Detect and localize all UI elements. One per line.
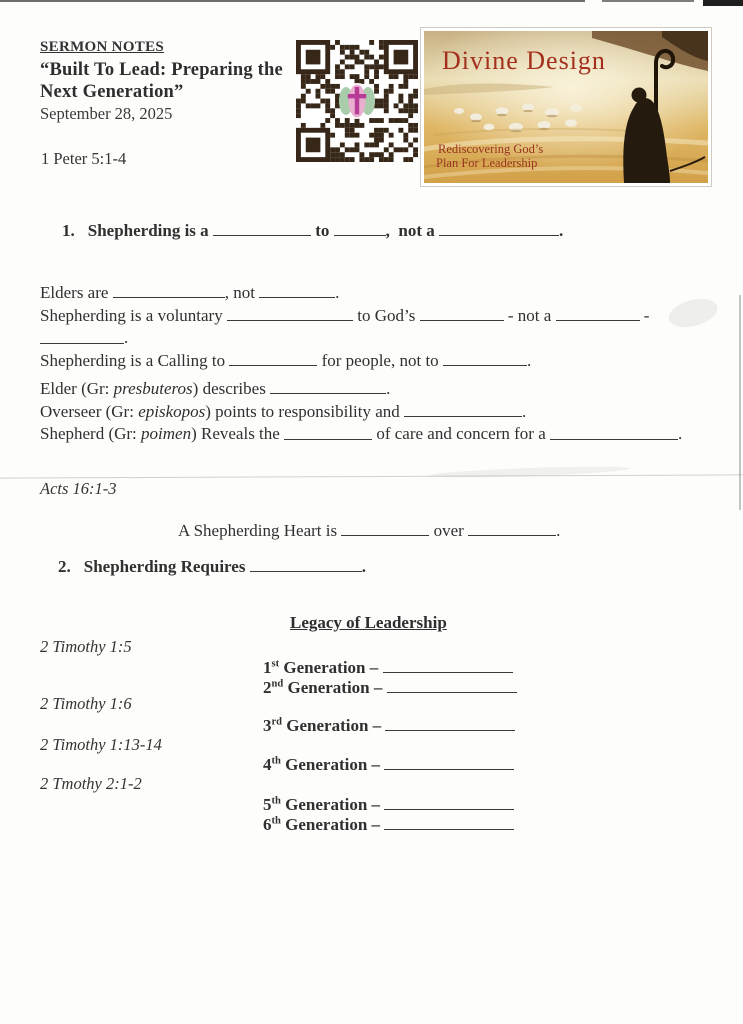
fill-in-blank xyxy=(341,519,429,536)
fill-in-blank xyxy=(384,753,514,770)
text-segment: - not a xyxy=(503,305,556,325)
text-segment: 3 xyxy=(263,716,272,736)
text-segment: Shepherding Requires xyxy=(83,557,250,577)
acts-scripture-ref: Acts 16:1-3 xyxy=(40,479,117,498)
text-segment: 1 xyxy=(263,658,272,678)
fill-in-blank xyxy=(439,219,559,236)
sermon-title-line1: “Built To Lead: Preparing the xyxy=(40,60,283,80)
generation-row-3 xyxy=(263,714,515,737)
legacy-of-leadership-title: Legacy of Leadership xyxy=(290,613,447,632)
text-segment: A Shepherding Heart is xyxy=(178,521,342,541)
text-segment: . xyxy=(361,557,366,577)
elder-greek-line xyxy=(40,377,682,400)
divine-design-banner xyxy=(420,27,712,187)
voluntary-continuation-line xyxy=(40,326,649,349)
banner-subtitle-line2: Plan For Leadership xyxy=(436,156,538,170)
text-segment: Generation – xyxy=(280,755,385,775)
text-segment: . xyxy=(526,351,532,371)
text-segment: Generation – xyxy=(283,678,387,698)
fill-in-blank xyxy=(556,304,640,321)
greek-term: presbuteros xyxy=(113,379,193,399)
ordinal-suffix: nd xyxy=(271,678,284,690)
point-1-text xyxy=(88,221,563,240)
scripture-ref-2tim-1-6: 2 Timothy 1:6 xyxy=(40,694,132,713)
fill-in-blank xyxy=(250,555,362,572)
text-segment: 5 xyxy=(263,795,272,815)
sermon-title-line2: Next Generation” xyxy=(40,81,184,102)
elders-line xyxy=(40,281,649,304)
text-segment: , not a xyxy=(385,221,439,241)
greek-term: episkopos xyxy=(138,401,206,421)
ordinal-suffix: st xyxy=(271,658,280,670)
text-segment: Shepherd (Gr: xyxy=(40,424,142,444)
banner-subtitle-line1: Rediscovering God’s xyxy=(438,142,544,156)
greek-term: poimen xyxy=(141,424,192,444)
text-segment: for people, not to xyxy=(317,351,443,371)
fill-in-blank xyxy=(227,304,353,321)
point-2-line xyxy=(58,555,366,578)
generation-row-6 xyxy=(263,813,514,836)
text-segment: . xyxy=(335,283,340,303)
text-segment: Generation – xyxy=(279,658,383,678)
text-segment: Generation – xyxy=(282,716,386,736)
text-segment: Shepherding is a Calling to xyxy=(40,351,230,371)
text-segment: Elder (Gr: xyxy=(40,379,114,399)
text-segment: Elders are xyxy=(40,283,113,303)
text-segment: Shepherding is a voluntary xyxy=(40,305,227,325)
shepherd-painting xyxy=(424,31,708,183)
ordinal-suffix: rd xyxy=(271,716,283,728)
text-segment: over xyxy=(429,521,469,541)
generation-row-2 xyxy=(263,676,517,699)
text-segment: . xyxy=(678,424,683,444)
text-segment: Overseer (Gr: xyxy=(40,401,139,421)
fill-in-blank xyxy=(385,714,515,731)
fill-in-blank xyxy=(229,349,317,366)
scripture-ref-2tim-1-13-14: 2 Timothy 1:13-14 xyxy=(40,735,162,754)
point-1-number: 1. xyxy=(62,221,75,241)
fill-in-blank xyxy=(284,422,372,439)
ordinal-suffix: th xyxy=(271,755,281,767)
elders-paragraph xyxy=(40,281,649,372)
text-segment: of care and concern for a xyxy=(372,424,550,444)
scan-edge-artifact xyxy=(602,0,694,2)
text-segment: ) Reveals the xyxy=(191,424,285,444)
ordinal-suffix: th xyxy=(271,795,281,807)
text-segment: . xyxy=(386,379,391,399)
shepherding-heart-line xyxy=(178,519,560,542)
text-segment: - xyxy=(639,305,650,325)
sermon-title xyxy=(40,60,283,103)
shepherd-head xyxy=(632,88,647,103)
banner-title: Divine Design xyxy=(442,46,606,75)
calling-line xyxy=(40,349,649,372)
fill-in-blank xyxy=(270,377,386,394)
qr-code-graphic xyxy=(296,40,418,162)
main-scripture-ref: 1 Peter 5:1-4 xyxy=(41,149,127,168)
fill-in-blank xyxy=(468,519,556,536)
text-segment: 6 xyxy=(263,815,272,835)
fill-in-blank xyxy=(334,219,386,236)
text-segment: ) points to responsibility and xyxy=(205,401,405,421)
fill-in-blank xyxy=(384,813,514,830)
cross-logo xyxy=(339,83,375,119)
shepherd-greek-line xyxy=(40,422,682,445)
scan-edge-artifact xyxy=(0,0,585,2)
scan-smudge xyxy=(665,294,720,332)
fill-in-blank xyxy=(40,326,124,343)
fill-in-blank xyxy=(404,400,522,417)
fill-in-blank xyxy=(387,676,517,693)
text-segment: Shepherding is a xyxy=(87,221,213,241)
point-2-text xyxy=(84,557,366,576)
text-segment: . xyxy=(558,221,564,241)
text-segment: . xyxy=(124,328,129,348)
fill-in-blank xyxy=(384,793,514,810)
ordinal-suffix: th xyxy=(271,815,281,827)
voluntary-line xyxy=(40,304,649,327)
text-segment: to God’s xyxy=(352,305,420,325)
fill-in-blank xyxy=(550,422,678,439)
text-segment: . xyxy=(556,521,561,541)
fill-in-blank xyxy=(113,281,225,298)
text-segment: , not xyxy=(224,283,260,303)
fill-in-blank xyxy=(443,349,527,366)
text-segment: . xyxy=(522,401,527,421)
text-segment: 4 xyxy=(263,755,272,775)
greek-terms-paragraph xyxy=(40,377,682,445)
text-segment: 2 xyxy=(263,678,272,698)
scan-edge-artifact xyxy=(739,295,741,510)
sermon-date: September 28, 2025 xyxy=(40,104,173,123)
point-1-line xyxy=(62,219,563,242)
generation-row-4 xyxy=(263,753,514,776)
text-segment: Generation – xyxy=(280,815,385,835)
text-segment: ) describes xyxy=(192,379,271,399)
scan-corner-artifact xyxy=(703,0,743,6)
fill-in-blank xyxy=(420,304,504,321)
point-2-number: 2. xyxy=(58,557,71,577)
fill-in-blank xyxy=(213,219,311,236)
fill-in-blank xyxy=(259,281,335,298)
scripture-ref-2tim-1-5: 2 Timothy 1:5 xyxy=(40,637,132,656)
text-segment: to xyxy=(310,221,334,241)
overseer-greek-line xyxy=(40,400,682,423)
qr-code xyxy=(296,40,418,162)
text-segment: Generation – xyxy=(280,795,385,815)
fill-in-blank xyxy=(383,656,513,673)
scripture-ref-2tim-2-1-2: 2 Tmothy 2:1-2 xyxy=(40,774,142,793)
sermon-notes-heading: SERMON NOTES xyxy=(40,39,165,55)
